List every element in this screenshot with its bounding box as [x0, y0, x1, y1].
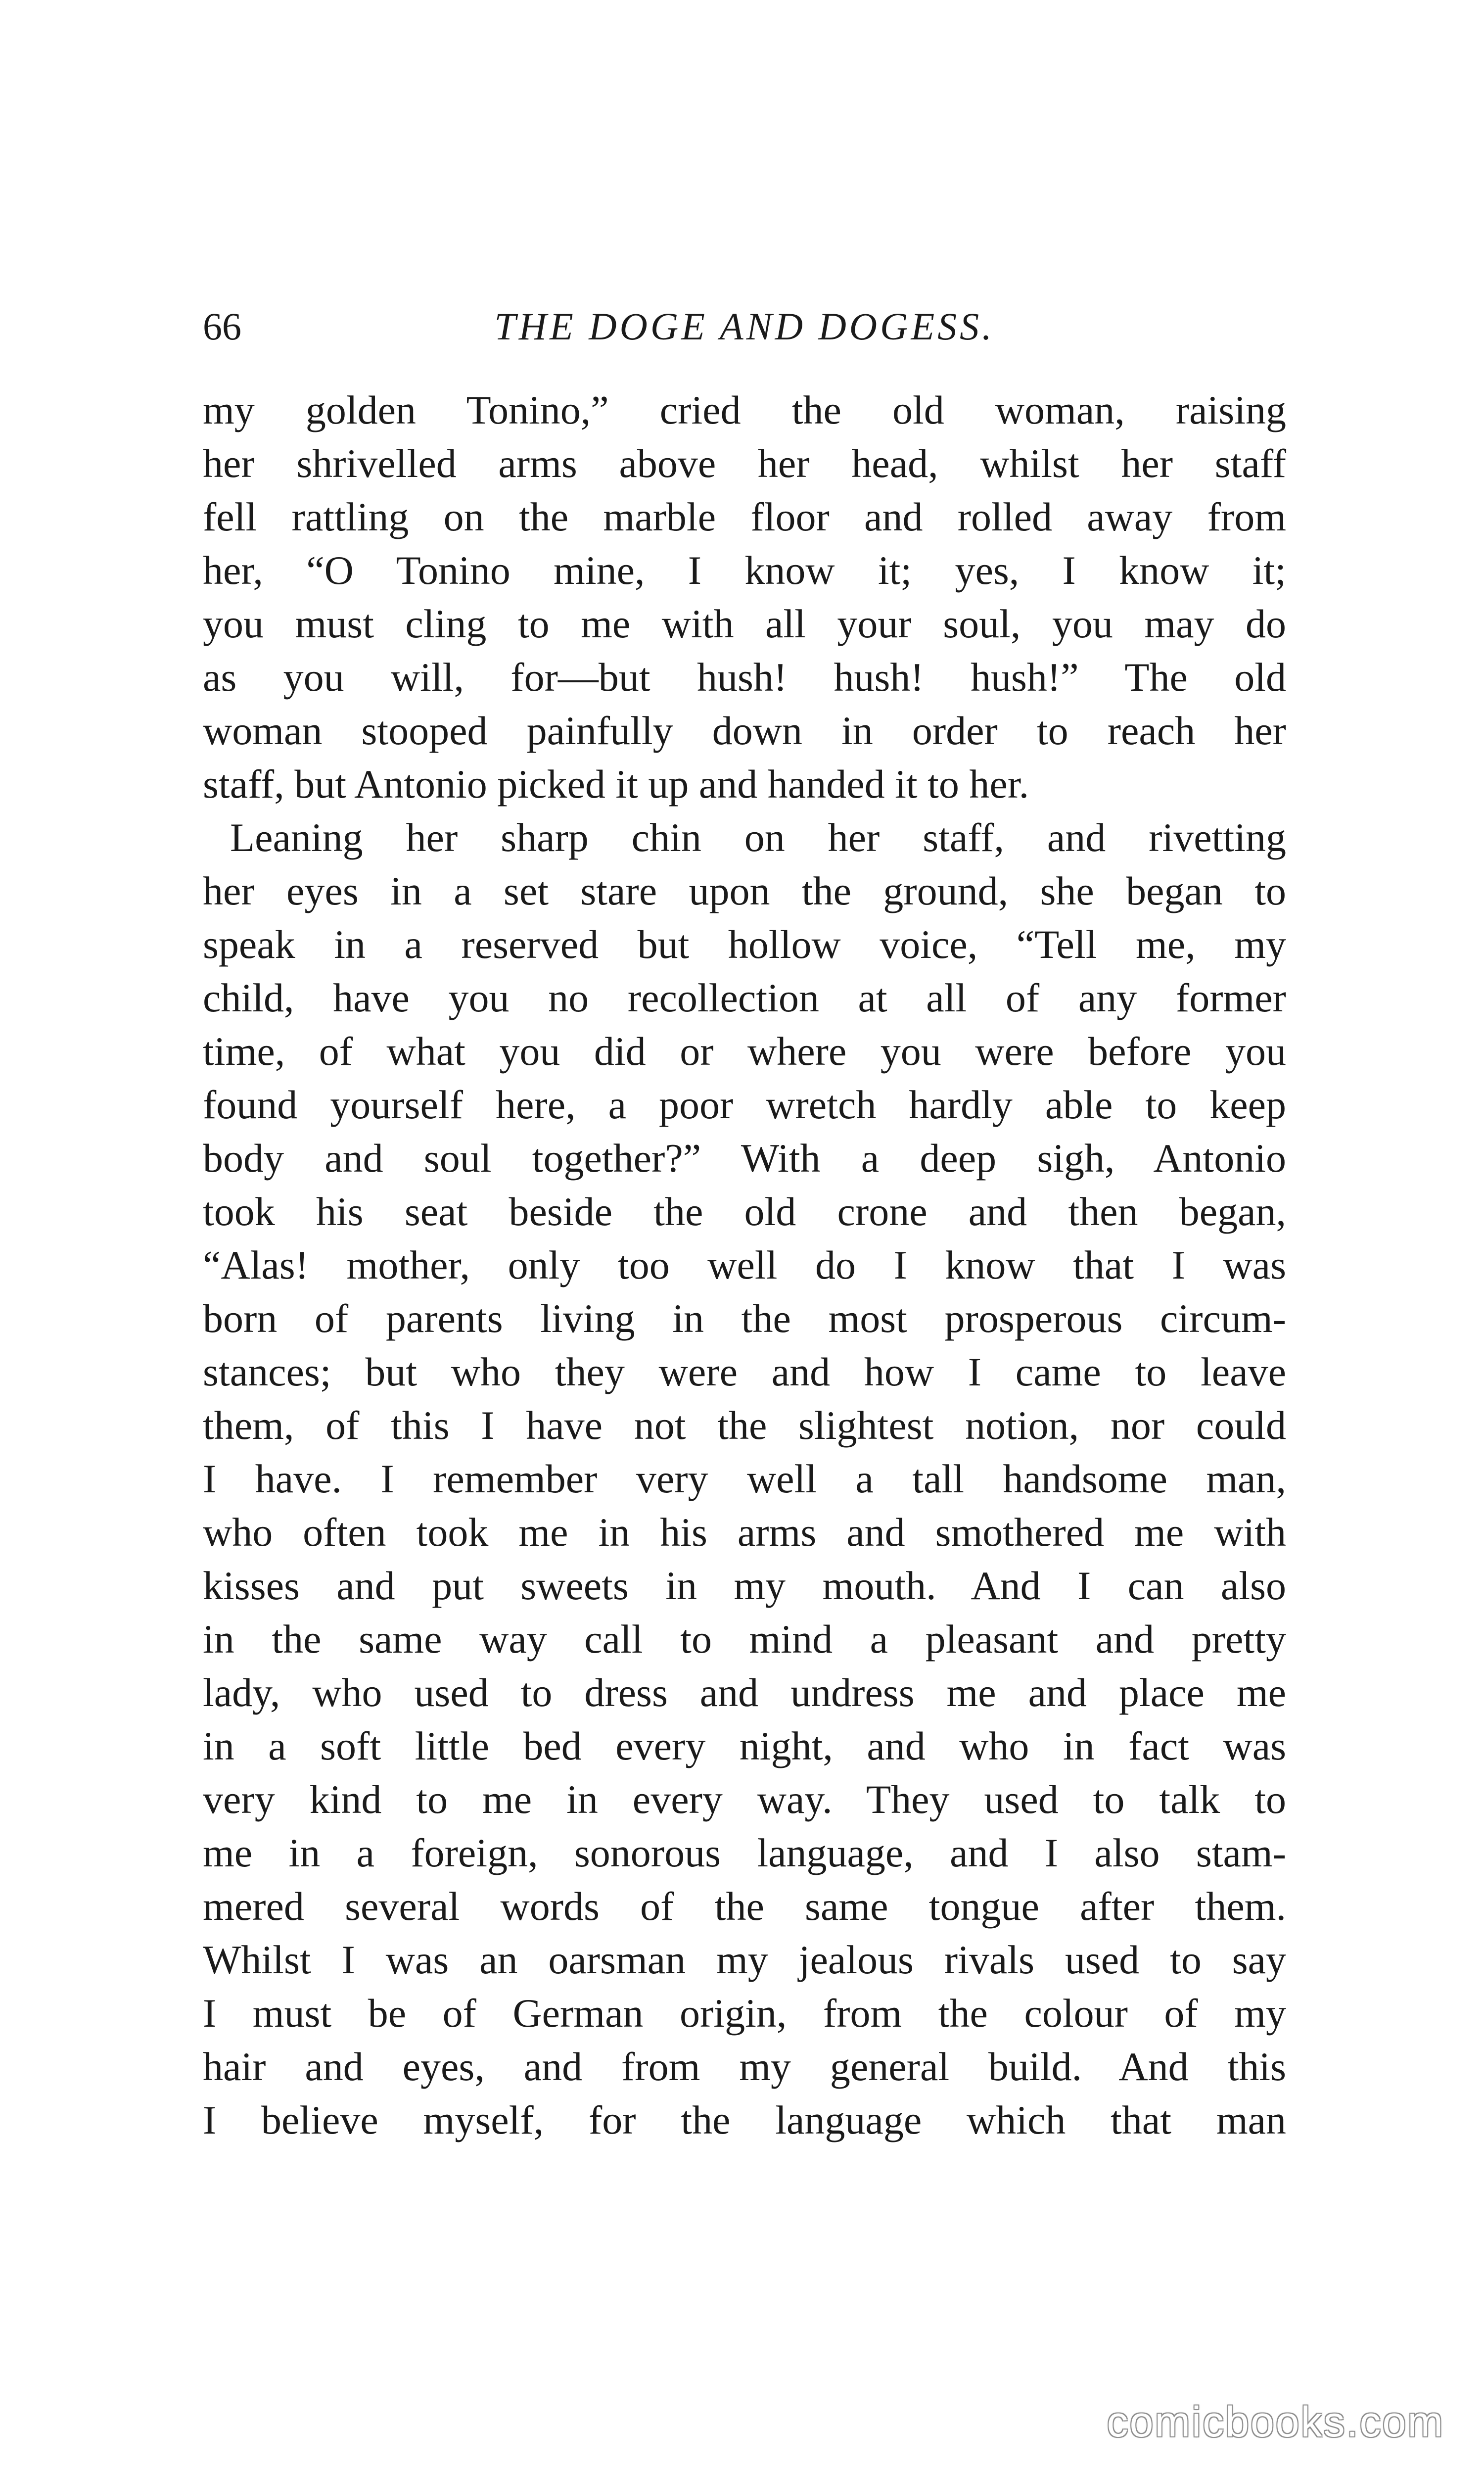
- text-line: kisses and put sweets in my mouth. And I can also: [203, 1563, 1286, 1608]
- text-line: her eyes in a set stare upon the ground, she began to: [203, 868, 1286, 913]
- text-line: speak in a reserved but hollow voice, “Tell me, my: [203, 922, 1286, 967]
- watermark: comicbooks.com: [1107, 2398, 1444, 2446]
- text-line: fell rattling on the marble floor and rolled away from: [203, 494, 1286, 539]
- text-line: hair and eyes, and from my general build. And this: [203, 2044, 1286, 2089]
- text-line: “Alas! mother, only too well do I know that I was: [203, 1242, 1286, 1287]
- text-line: Whilst I was an oarsman my jealous rivals used to say: [203, 1937, 1286, 1982]
- text-line: child, have you no recollection at all of any former: [203, 975, 1286, 1020]
- paragraph: [203, 383, 1286, 811]
- text-line: in the same way call to mind a pleasant and pretty: [203, 1617, 1286, 1662]
- text-line: lady, who used to dress and undress me and place me: [203, 1670, 1286, 1715]
- text-line: stances; but who they were and how I came to leave: [203, 1349, 1286, 1394]
- text-line: mered several words of the same tongue after them.: [203, 1884, 1286, 1929]
- text-line: staff, but Antonio picked it up and handed it to her.: [203, 761, 1029, 807]
- text-line: I have. I remember very well a tall handsome man,: [203, 1456, 1286, 1501]
- text-line: me in a foreign, sonorous language, and I also stam-: [203, 1830, 1286, 1875]
- text-line: her shrivelled arms above her head, whilst her staff: [203, 441, 1286, 486]
- text-line: I must be of German origin, from the colour of my: [203, 1991, 1286, 2036]
- text-line: woman stooped painfully down in order to reach her: [203, 708, 1286, 753]
- text-line: very kind to me in every way. They used to talk to: [203, 1777, 1286, 1822]
- text-line: as you will, for—but hush! hush! hush!” The old: [203, 655, 1286, 700]
- text-line: you must cling to me with all your soul, you may do: [203, 601, 1286, 646]
- paragraph: [203, 811, 1286, 2147]
- text-line: them, of this I have not the slightest notion, nor could: [203, 1403, 1286, 1448]
- body-text: [203, 383, 1286, 2147]
- text-line: her, “O Tonino mine, I know it; yes, I know it;: [203, 548, 1286, 593]
- text-line: took his seat beside the old crone and then began,: [203, 1189, 1286, 1234]
- text-line: Leaning her sharp chin on her staff, and rivetting: [230, 815, 1286, 860]
- page-header: [203, 297, 1286, 356]
- text-line: born of parents living in the most prosperous circum-: [203, 1296, 1286, 1341]
- text-line: in a soft little bed every night, and who in fact was: [203, 1723, 1286, 1768]
- text-line: time, of what you did or where you were before you: [203, 1029, 1286, 1074]
- text-line: my golden Tonino,” cried the old woman, raising: [203, 387, 1286, 432]
- running-title: THE DOGE AND DOGESS.: [494, 305, 995, 348]
- page-number: 66: [203, 305, 241, 348]
- text-line: found yourself here, a poor wretch hardly able to keep: [203, 1082, 1286, 1127]
- text-line: I believe myself, for the language which that man: [203, 2097, 1286, 2142]
- text-line: who often took me in his arms and smothered me with: [203, 1510, 1286, 1555]
- text-line: body and soul together?” With a deep sigh, Antonio: [203, 1136, 1286, 1181]
